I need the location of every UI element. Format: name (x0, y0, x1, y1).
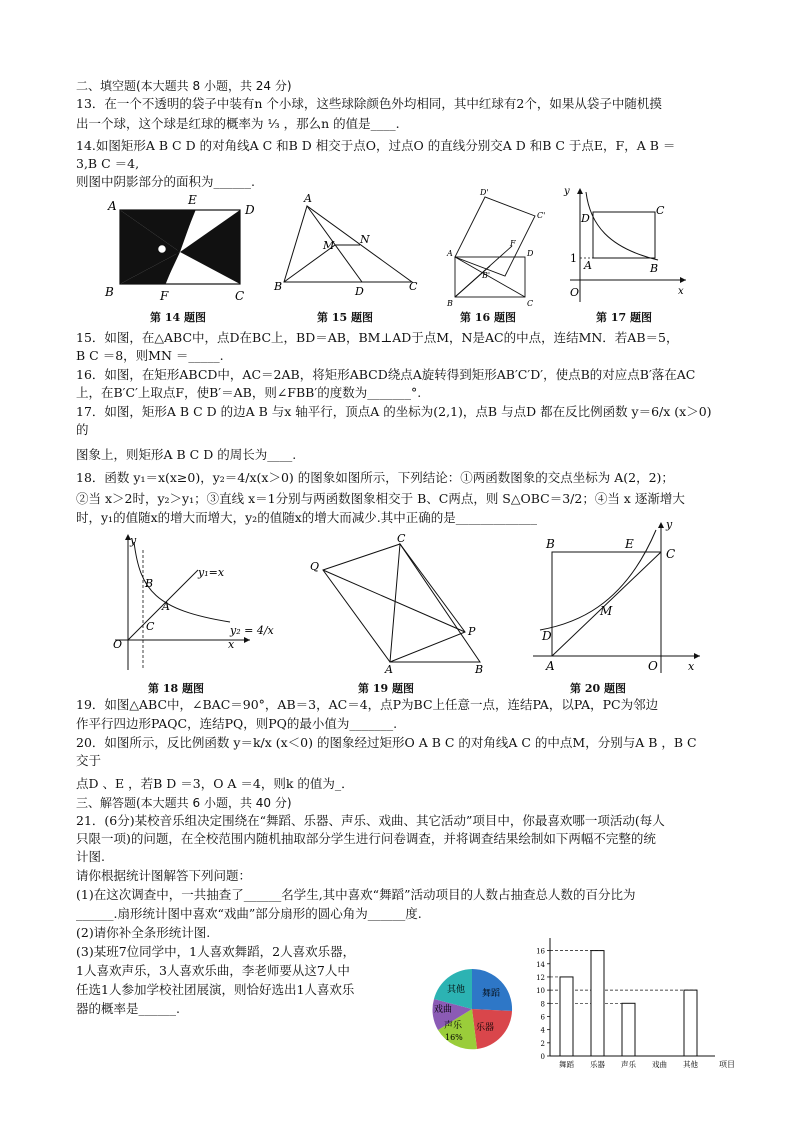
figure-16 (440, 184, 550, 309)
q19-line1: 19．如图△ABC中，∠BAC＝90°，AB＝3，AC＝4，点P为BC上任意一点，连结PA，以PA，PC为邻边 (76, 697, 659, 712)
bar-chart-y-tick-label: 0 (540, 1053, 545, 1061)
bar-2 (591, 951, 604, 1056)
fig20-curve (540, 530, 656, 630)
fig17-curve (586, 192, 658, 260)
fig18-label-c: C (146, 620, 155, 633)
q21-part1b: ______.扇形统计图中喜欢“戏曲”部分扇形的圆心角为______度. (76, 906, 422, 921)
fig16-label-a: A (447, 249, 453, 258)
q16-line2: 上，在B′C′上取点F，使B′＝AB，则∠FBB′的度数为_______°. (76, 385, 422, 400)
q14-line2: 3,B C ＝4, (76, 156, 140, 171)
fig17-label-o: O (570, 286, 580, 299)
q14-line3: 则图中阴影部分的面积为______. (76, 174, 255, 189)
bar-chart-y-tick-label: 14 (536, 960, 545, 969)
fig19-label-p: P (468, 625, 476, 638)
bar-chart-y-tick-label: 8 (540, 1000, 545, 1009)
pie-label-vocal: 声乐 (444, 1021, 463, 1031)
pie-label-opera: 戏曲 (434, 1005, 453, 1015)
fig20-label-d: D (542, 629, 552, 643)
bar-chart-category-label: 乐器 (590, 1060, 605, 1069)
fig15-label-b: B (274, 280, 283, 293)
fig19-label-a: A (385, 663, 393, 676)
figure-15 (272, 192, 422, 307)
fig18-caption: 第 18 题图 (148, 682, 204, 695)
q18-line3: 时，y₁的值随x的增大而增大，y₂的值随x的增大而减少.其中正确的是_____________ (76, 510, 537, 525)
q15-line1: 15．如图，在△ABC中，点D在BC上，BD＝AB，BM⊥AD于点M，N是AC的中点，连结MN．若AB＝5， (76, 330, 679, 345)
fig19-caption: 第 19 题图 (358, 682, 414, 695)
fig15-label-d: D (355, 285, 364, 298)
q21-part1a: (1)在这次调查中，一共抽查了______名学生,其中喜欢“舞蹈”活动项目的人数占抽查总人数的百分比为 (76, 887, 636, 902)
fig17-caption: 第 17 题图 (596, 311, 652, 324)
fig14-label-f: F (160, 289, 169, 303)
fig20-x-arrow (694, 653, 700, 659)
fig18-label-y2: y₂ = 4/x (230, 624, 274, 637)
fig17-label-y: y (564, 186, 570, 197)
bar-chart (530, 936, 740, 1074)
q15-line2: B C ＝8，则MN ＝_____. (76, 348, 224, 363)
fig14-label-e: E (188, 193, 197, 207)
fig17-label-one: 1 (570, 252, 577, 265)
bar-1 (560, 977, 573, 1056)
bar-chart-y-tick-label: 2 (540, 1039, 545, 1048)
q20-line2: 交于 (76, 753, 102, 768)
fig14-label-a: A (108, 199, 117, 213)
bar-chart-category-label: 声乐 (621, 1060, 636, 1069)
fig14-label-c: C (235, 289, 245, 303)
fig15-label-c: C (409, 280, 418, 293)
fig18-label-y: y (130, 534, 137, 547)
bar-chart-y-tick-label: 16 (536, 947, 545, 956)
fig15-triangle (284, 206, 412, 282)
fig14-caption: 第 14 题图 (150, 311, 206, 324)
pie-label-other: 其他 (447, 985, 466, 995)
q21-line3: 计图. (76, 849, 105, 864)
pie-label-dance: 舞蹈 (482, 989, 501, 999)
fig18-label-o: O (113, 638, 123, 651)
fig18-x-arrow (244, 637, 250, 643)
fig15-label-m: M (323, 239, 335, 252)
fig16-label-d: D (527, 249, 534, 258)
figure-17 (558, 184, 693, 309)
figure-20 (528, 518, 708, 678)
q19-line2: 作平行四边形PAQC，连结PQ，则PQ的最小值为_______. (76, 716, 398, 731)
pie-chart (424, 964, 524, 1054)
fig19-label-b: B (475, 663, 484, 676)
fig20-label-b: B (546, 537, 555, 551)
bar-chart-y-tick-label: 12 (536, 973, 545, 982)
section-heading-answers: 三、解答题(本大题共 6 小题，共 40 分) (76, 796, 292, 810)
fig15-label-n: N (360, 233, 370, 246)
bar-chart-category-label: 其他 (683, 1060, 698, 1069)
q14-line1: 14.如图矩形A B C D 的对角线A C 和B D 相交于点O，过点O 的直线分别交A D 和B C 于点E，F，A B ＝ (76, 138, 676, 153)
fig17-label-d: D (581, 212, 590, 225)
fig15-caption: 第 15 题图 (317, 311, 373, 324)
fig16-label-f: F (510, 239, 516, 248)
fig14-label-b: B (105, 285, 114, 299)
q21-part3b: 1人喜欢声乐，3人喜欢乐曲，李老师要从这7人中 (76, 963, 350, 978)
fig19-label-c: C (397, 532, 406, 545)
fig17-x-arrow (680, 277, 686, 283)
bar-chart-category-label: 舞蹈 (559, 1060, 574, 1069)
fig17-y-arrow (577, 188, 583, 194)
bar-chart-y-tick-label: 10 (536, 987, 545, 996)
fig20-caption: 第 20 题图 (570, 682, 626, 695)
q13-line2: 出一个球，这个球是红球的概率为 ⅓ ，那么n 的值是____. (76, 116, 400, 131)
fig17-label-a: A (584, 259, 592, 272)
q21-part3a: (3)某班7位同学中，1人喜欢舞蹈，2人喜欢乐器， (76, 944, 356, 959)
fig17-label-b: B (650, 262, 659, 275)
bar-chart-y-tick-label: 4 (540, 1026, 545, 1035)
fig18-label-b: B (145, 577, 154, 590)
fig19-parallelogram (323, 544, 465, 662)
bar-chart-y-tick-label: 6 (540, 1013, 545, 1022)
fig18-label-a: A (162, 600, 170, 613)
q21-line2: 只限一项)的问题，在全校范围内随机抽取部分学生进行问卷调查，并将调查结果绘制如下两幅不完整的统 (76, 831, 656, 846)
q16-line1: 16．如图，在矩形ABCD中，AC＝2AB，将矩形ABCD绕点A旋转得到矩形AB′C′D′，使点B的对应点B′落在AC (76, 367, 696, 382)
bar-3 (622, 1003, 635, 1056)
fig17-label-x: x (678, 286, 684, 297)
q21-line4: 请你根据统计图解答下列问题： (76, 868, 252, 883)
fig16-label-cp: C' (537, 211, 546, 220)
fig17-label-c: C (656, 204, 665, 217)
pie-label-instrument: 乐器 (476, 1023, 495, 1033)
fig17-rect (593, 212, 655, 258)
q21-line1: 21．(6分)某校音乐组决定围绕在“舞蹈、乐器、声乐、戏曲、其它活动”项目中，你最喜欢哪一项活动(每人 (76, 813, 665, 828)
fig16-label-c: C (527, 299, 534, 308)
fig20-label-m: M (600, 604, 613, 618)
fig16-label-bp: B' (482, 271, 491, 280)
bar-5 (684, 990, 697, 1056)
fig14-point-o (158, 245, 167, 254)
q21-part3d: 器的概率是______. (76, 1001, 180, 1016)
fig20-label-o: O (648, 659, 658, 673)
fig19-label-q: Q (310, 560, 320, 573)
pie-label-vocal-percent: 16% (445, 1033, 463, 1042)
q18-line2: ②当 x＞2时，y₂＞y₁；③直线 x＝1分别与两函数图象相交于 B、C两点，则 S△OBC＝3/2；④当 x 逐渐增大 (76, 491, 685, 506)
fig16-label-dp: D' (480, 188, 489, 197)
bar-chart-x-label: 项目 (719, 1060, 735, 1069)
figure-18 (110, 530, 280, 680)
fig16-label-b: B (447, 299, 453, 308)
q17-line2: 的 (76, 422, 89, 437)
figure-14 (100, 192, 260, 307)
fig20-label-e: E (625, 537, 634, 551)
q17-line3: 图象上，则矩形A B C D 的周长为____. (76, 447, 297, 462)
fig20-label-c: C (666, 547, 676, 561)
fig20-label-y: y (666, 518, 673, 531)
fig14-label-d: D (245, 203, 255, 217)
q18-line1: 18．函数 y₁＝x(x≥0)，y₂＝4/x(x＞0) 的图象如图所示，下列结论：①两函数图象的交点坐标为 A(2，2)； (76, 470, 674, 485)
fig20-label-x: x (688, 660, 695, 673)
q13-line1: 13．在一个不透明的袋子中装有n 个小球，这些球除颜色外均相同，其中红球有2个，如果从袋子中随机摸 (76, 96, 662, 111)
fig15-label-a: A (304, 192, 312, 205)
fig16-caption: 第 16 题图 (460, 311, 516, 324)
figure-19 (305, 532, 495, 677)
q20-line1: 20．如图所示，反比例函数 y＝k/x (x＜0) 的图象经过矩形O A B C 的对角线A C 的中点M，分别与A B ，B C (76, 735, 697, 750)
fig15-line-ad (307, 206, 362, 282)
section-heading-fill-in: 二、填空题(本大题共 8 小题，共 24 分) (76, 79, 292, 93)
fig18-label-x: x (228, 638, 235, 651)
fig20-label-a: A (546, 659, 555, 673)
q21-part2: (2)请你补全条形统计图. (76, 925, 211, 940)
q20-line3: 点D 、E ，若B D ＝3，O A ＝4，则k 的值为_． (76, 776, 354, 791)
fig18-label-y1: y₁=x (198, 566, 225, 579)
fig19-line-pq (323, 570, 465, 632)
bar-chart-category-label: 戏曲 (652, 1060, 667, 1069)
q21-part3c: 任选1人参加学校社团展演，则恰好选出1人喜欢乐 (76, 982, 355, 997)
q17-line1: 17．如图，矩形A B C D 的边A B 与x 轴平行，顶点A 的坐标为(2,1)，点B 与点D 都在反比例函数 y＝6/x (x＞0) (76, 404, 712, 419)
fig20-y-arrow (658, 522, 664, 528)
